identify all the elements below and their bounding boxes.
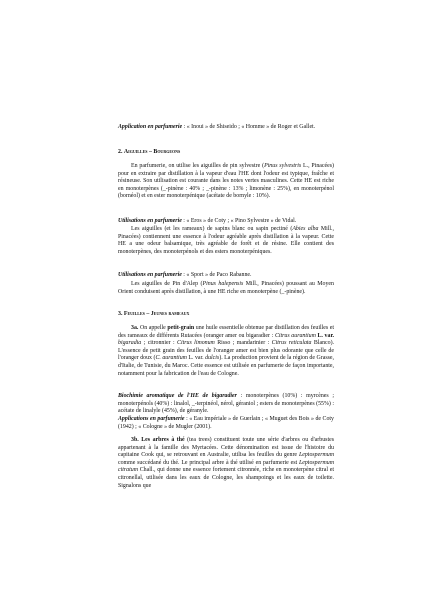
biochimie-paragraph (118, 393, 334, 416)
section-title-sep: – (147, 149, 154, 155)
paragraph-text: ). La production provient de la région de Grasse, d'Italie, de Tunisie, du Maroc. Cette essence est utilisée en parfumerie de façon importante, notamment pour la fabrication de l'eau de Cologne. (118, 355, 334, 377)
paragraph-text: comme succédané du thé. Le principal arbre à thé utilisé en parfumerie est (118, 459, 299, 466)
species-name: Citrus limonum (177, 340, 215, 347)
species-name: dulcis (205, 355, 220, 362)
applications-text: : « Eau impériale » de Guerlain ; « Muguet des Bois » de Coty (1942) ; « Cologne » de Mugler (2001). (118, 416, 335, 430)
species-name: Pinus sylvestris (264, 163, 302, 169)
paragraph-text: Mill., Pinacées) poussant au Moyen Orient conduisent après distillation, à une HE riche en monoterpène (_-pinène). (118, 281, 334, 295)
section-title-sep: – (144, 311, 151, 317)
pin-alep-paragraph (118, 281, 334, 296)
section-number: 2. (118, 149, 124, 155)
bold-text: var. (324, 332, 334, 339)
bold-text: L. (315, 332, 325, 339)
applications-text: : « Inoui » de Shiseido ; « Homme » de Roger et Gallet. (182, 124, 316, 130)
paragraph-text: On appelle (138, 325, 168, 331)
paragraph-text: une huile essentielle obtenue par distillation des feuilles et des rameaux de différents Rutacées (oranger amer ou bigaradier : (118, 325, 335, 339)
sapin-paragraph (118, 226, 334, 256)
subsection-number: 3b. (131, 437, 139, 443)
species-name: Pinus halepensis (202, 281, 244, 287)
arbres-a-the-paragraph (118, 437, 334, 490)
utilisations-text: : « Sport » de Paco Rabanne. (181, 272, 252, 278)
paragraph-text: Les aiguilles (et les rameaux) de sapins blanc ou sapin pectiné ( (131, 226, 293, 232)
petit-grain-paragraph (118, 325, 334, 378)
paragraph-text: ; citronnier : (141, 340, 178, 347)
paragraph-text: Chall., qui donne une essence fortement citronnée, riche en monoterpène citral et citronellal, utilisée dans les eaux de Cologne, les shampoings et les eaux de toilette. Signalons que (118, 467, 334, 489)
paragraph-text: Mill., Pinacées) contiennent une essence à l'odeur agréable après distillation à la vapeur. Cette HE a une odeur balsamique, très agréable de forêt et de résine. Elle contient des monoterpènes, des monoterpénols et des esters monoterpéniques. (118, 226, 334, 255)
species-name: Citrus reticulata (271, 340, 312, 347)
species-name: C. aurantium (155, 355, 187, 362)
section-title-a: Feuilles (123, 311, 145, 317)
paragraph-text: (tea trees) constituent toute une série d'arbres ou d'arbustes appartenant à la famille des Myrtacées. Cette dénomination est issue de l'histoire du capitaine Cook qui, se retrouvant en Australie, utilisa les feuilles du genre (118, 437, 334, 459)
species-name: Abies alba (292, 226, 319, 232)
applications-paragraph-2 (118, 416, 334, 431)
section-title-c: Jeunes rameaux (150, 311, 190, 317)
species-name: Leptospermum citratum (118, 459, 334, 474)
section-3-heading (118, 311, 334, 319)
applications-label: Application en parfumerie (118, 124, 183, 130)
paragraph-text: Blanco). L'essence de petit grain des feuilles de l'oranger amer est bien plus odorante que celle de l'oranger doux ( (118, 340, 335, 362)
species-name: Citrus aurantium (274, 332, 316, 339)
biochimie-text: : monoterpènes (10%) : myrcènes ; monoterpénols (40%) : linalol, _-terpinéol, nérol, géraniol ; esters de monoterpènes (55%) : acétate de linalyle (45%), de géranyle. (118, 393, 334, 415)
paragraph-text: L. var. (186, 355, 206, 362)
paragraph-text: Les aiguilles de Pin d'Alep ( (131, 281, 203, 287)
paragraph-text: En parfumerie, on utilise les aiguilles de pin sylvestre ( (131, 163, 265, 169)
paragraph-text: L., Pinacées) pour en extraire par distillation à la vapeur d'eau l'HE dont l'odeur est typique, fraîche et résineuse. Son utilisation est courante dans les notes vertes masculines. Cette HE est riche en monoterpènes (_-pinène : 40% ; _-pinène : 13% ; limonène : 25%), en monoterpénol (bornéol) et en ester monoterpénique (acétate de bornyle : 10%). (118, 163, 334, 200)
biochimie-label: Biochimie aromatique de l'HE de bigaradier (118, 393, 237, 399)
utilisations-paragraph-2 (118, 272, 334, 280)
bold-term: Les arbres à thé (141, 437, 185, 443)
section-number: 3. (118, 311, 124, 317)
bold-term: petit-grain (167, 325, 195, 331)
section-2-heading (118, 149, 334, 157)
paragraph-text: Risso ; mandarinier : (214, 340, 272, 347)
subsection-number: 3a. (131, 325, 139, 331)
utilisations-text: : « Eros » de Coty ; « Pino Sylvestre » de Vidal. (181, 218, 297, 224)
utilisations-paragraph-1 (118, 218, 334, 226)
species-name: bigaradia (118, 340, 142, 347)
section-title-a: Aiguilles (123, 149, 148, 155)
section-title-c: Bourgeons (153, 149, 181, 155)
species-name: Leptospermum (298, 452, 334, 459)
applications-label: Applications en parfumerie (118, 416, 185, 422)
pin-sylvestre-paragraph (118, 163, 334, 201)
utilisations-label: Utilisations en parfumerie (118, 272, 182, 278)
utilisations-label: Utilisations en parfumerie (118, 218, 182, 224)
applications-paragraph-1 (118, 124, 334, 132)
